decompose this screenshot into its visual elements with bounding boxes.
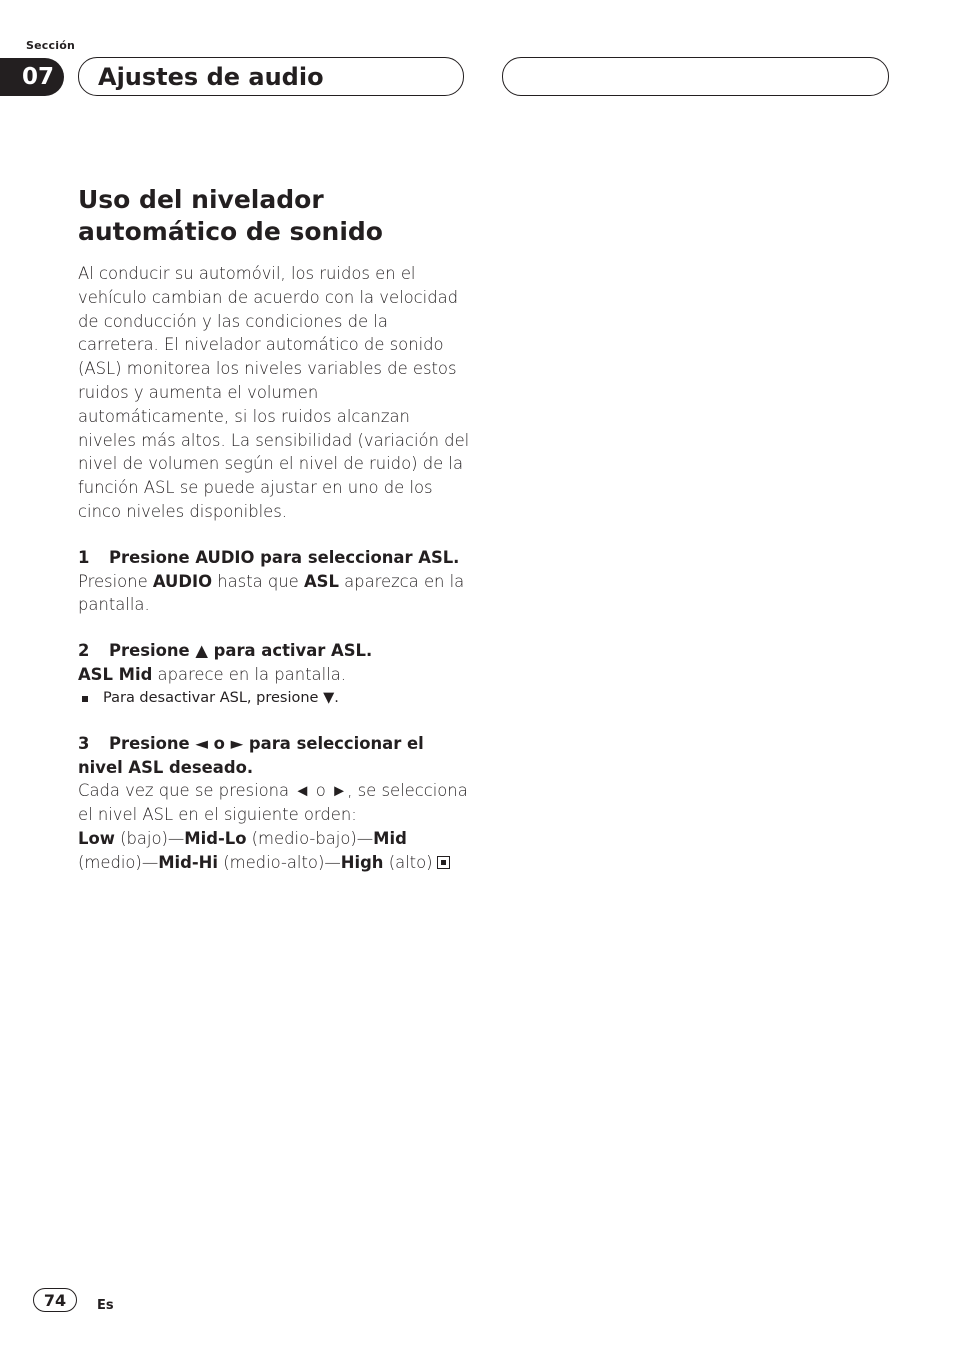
section-number-badge: 07 bbox=[0, 58, 64, 96]
step-2-title-text: Presione ▲ para activar ASL. bbox=[109, 641, 373, 661]
seq-mid: Mid bbox=[373, 828, 407, 848]
step-1-number: 1 bbox=[78, 547, 90, 567]
step-1-text-b: hasta que bbox=[212, 571, 304, 591]
seq-low: Low bbox=[78, 828, 115, 848]
step-1-bold-asl: ASL bbox=[303, 571, 339, 591]
step-2-note: Para desactivar ASL, presione ▼. bbox=[78, 687, 470, 710]
step-1-title-text: Presione AUDIO para seleccionar ASL. bbox=[109, 547, 460, 567]
step-2 bbox=[78, 639, 470, 710]
main-column bbox=[78, 184, 470, 897]
seq-low-desc: (bajo)— bbox=[114, 828, 185, 848]
seq-mid-lo-desc: (medio-bajo)— bbox=[246, 828, 374, 848]
end-mark-icon bbox=[437, 856, 450, 869]
step-3-number: 3 bbox=[78, 733, 90, 753]
step-3-body: Cada vez que se presiona ◄ o ►, se selecciona el nivel ASL en el siguiente orden: bbox=[78, 781, 468, 825]
step-2-number: 2 bbox=[78, 641, 90, 661]
seq-mid-lo: Mid-Lo bbox=[184, 828, 247, 848]
heading-line-2: automático de sonido bbox=[78, 217, 383, 246]
step-1-text-a: Presione bbox=[78, 571, 153, 591]
seq-mid-desc: (medio)— bbox=[78, 852, 159, 872]
step-3-sequence bbox=[78, 827, 470, 875]
seq-mid-hi-desc: (medio-alto)— bbox=[218, 852, 341, 872]
step-1-text-c: aparezca en la pantalla. bbox=[78, 571, 465, 615]
section-title: Ajustes de audio bbox=[78, 57, 464, 96]
seq-mid-hi: Mid-Hi bbox=[158, 852, 219, 872]
step-3 bbox=[78, 732, 470, 875]
language-code: Es bbox=[97, 1298, 114, 1313]
intro-paragraph: Al conducir su automóvil, los ruidos en el vehículo cambian de acuerdo con la velocidad de conducción y las condiciones de la carretera. El nivelador automático de sonido (ASL) monitorea los niveles variables de estos ruidos y aumenta el volumen automáticamente, si los ruidos alcanzan niveles más altos. La sensibilidad (variación del nivel de volumen según el nivel de ruido) de la función ASL se puede ajustar en uno de los cinco niveles disponibles. bbox=[78, 264, 470, 521]
step-1-title bbox=[78, 546, 470, 570]
header-empty-box bbox=[502, 57, 889, 96]
step-3-title bbox=[78, 732, 470, 780]
heading-line-1: Uso del nivelador bbox=[78, 185, 324, 214]
step-1-bold-audio: AUDIO bbox=[152, 571, 213, 591]
step-1-body bbox=[78, 570, 470, 618]
article-heading bbox=[78, 184, 470, 248]
page-number: 74 bbox=[33, 1288, 77, 1312]
step-3-title-text: Presione ◄ o ► para seleccionar el nivel ASL deseado. bbox=[78, 733, 424, 777]
step-2-text: aparece en la pantalla. bbox=[152, 664, 346, 684]
step-1 bbox=[78, 546, 470, 617]
step-2-body bbox=[78, 663, 470, 687]
step-2-bold-asl-mid: ASL Mid bbox=[78, 664, 153, 684]
step-2-title bbox=[78, 639, 470, 663]
seq-high: High bbox=[340, 852, 384, 872]
section-label: Sección bbox=[26, 39, 75, 52]
seq-high-desc: (alto) bbox=[383, 852, 433, 872]
